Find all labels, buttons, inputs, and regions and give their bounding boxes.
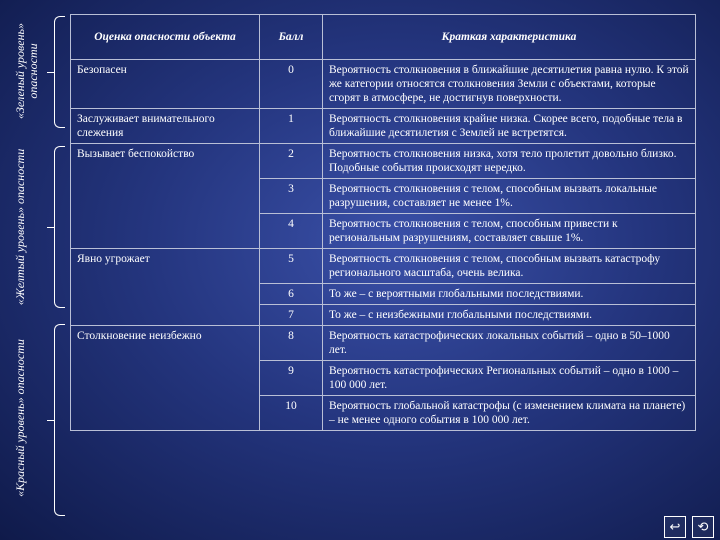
return-icon[interactable]: ↩: [664, 516, 686, 538]
table-row: [71, 144, 696, 179]
slide-navigation: [664, 516, 714, 538]
level-cell: Столкновение неизбежно: [71, 326, 260, 431]
brace-red: [54, 324, 65, 516]
level-cell: Явно угрожает: [71, 249, 260, 326]
description-cell: Вероятность катастрофических локальных событий – одно в 50–1000 лет.: [323, 326, 696, 361]
level-cell: Вызывает беспокойство: [71, 144, 260, 249]
description-cell: Вероятность столкновения низка, хотя тело пролетит довольно близко. Подобные события происходят нередко.: [323, 144, 696, 179]
table-row: [71, 109, 696, 144]
score-cell: 0: [260, 60, 323, 109]
description-cell: Вероятность столкновения с телом, способным вызвать локальные разрушения, составляет не менее 1%.: [323, 179, 696, 214]
score-cell: 4: [260, 214, 323, 249]
side-group-yellow: [0, 140, 72, 314]
brace-yellow: [54, 146, 65, 308]
hazard-scale-table: [70, 14, 696, 431]
table-row: [71, 60, 696, 109]
table-header-row: [71, 15, 696, 60]
score-cell: 10: [260, 396, 323, 431]
header-description: Краткая характеристика: [323, 15, 696, 60]
header-level: Оценка опасности объекта: [71, 15, 260, 60]
side-label-green: «Зеленый уровень» опасности: [13, 22, 40, 120]
description-cell: То же – с вероятными глобальными последствиями.: [323, 284, 696, 305]
description-cell: Вероятность столкновения крайне низка. Скорее всего, подобные тела в ближайшие десятилетия с Землей не встретятся.: [323, 109, 696, 144]
score-cell: 7: [260, 305, 323, 326]
score-cell: 5: [260, 249, 323, 284]
level-cell: Заслуживает внимательного слежения: [71, 109, 260, 144]
score-cell: 2: [260, 144, 323, 179]
side-label-red: «Красный уровень» опасности: [13, 339, 27, 497]
score-cell: 1: [260, 109, 323, 144]
description-cell: Вероятность катастрофических Региональных событий – одно в 1000 – 100 000 лет.: [323, 361, 696, 396]
table-row: [71, 249, 696, 284]
side-group-green: [0, 8, 72, 134]
side-label-yellow: «Желтый уровень» опасности: [13, 148, 27, 306]
description-cell: То же – с неизбежными глобальными последствиями.: [323, 305, 696, 326]
score-cell: 6: [260, 284, 323, 305]
description-cell: Вероятность столкновения с телом, способным вызвать катастрофу регионального масштаба, очень велика.: [323, 249, 696, 284]
table-row: [71, 326, 696, 361]
brace-green: [54, 16, 65, 128]
description-cell: Вероятность столкновения в ближайшие десятилетия равна нулю. К этой же категории относятся столкновения Земли с объектами, которые сгорят в атмосфере, не достигнув поверхности.: [323, 60, 696, 109]
score-cell: 8: [260, 326, 323, 361]
level-cell: Безопасен: [71, 60, 260, 109]
description-cell: Вероятность столкновения с телом, способным привести к региональным разрушениям, составляет свыше 1%.: [323, 214, 696, 249]
score-cell: 9: [260, 361, 323, 396]
description-cell: Вероятность глобальной катастрофы (с изменением климата на планете) – не менее одного события в 100 000 лет.: [323, 396, 696, 431]
score-cell: 3: [260, 179, 323, 214]
side-group-red: [0, 318, 72, 518]
home-icon[interactable]: ⟲: [692, 516, 714, 538]
header-score: Балл: [260, 15, 323, 60]
